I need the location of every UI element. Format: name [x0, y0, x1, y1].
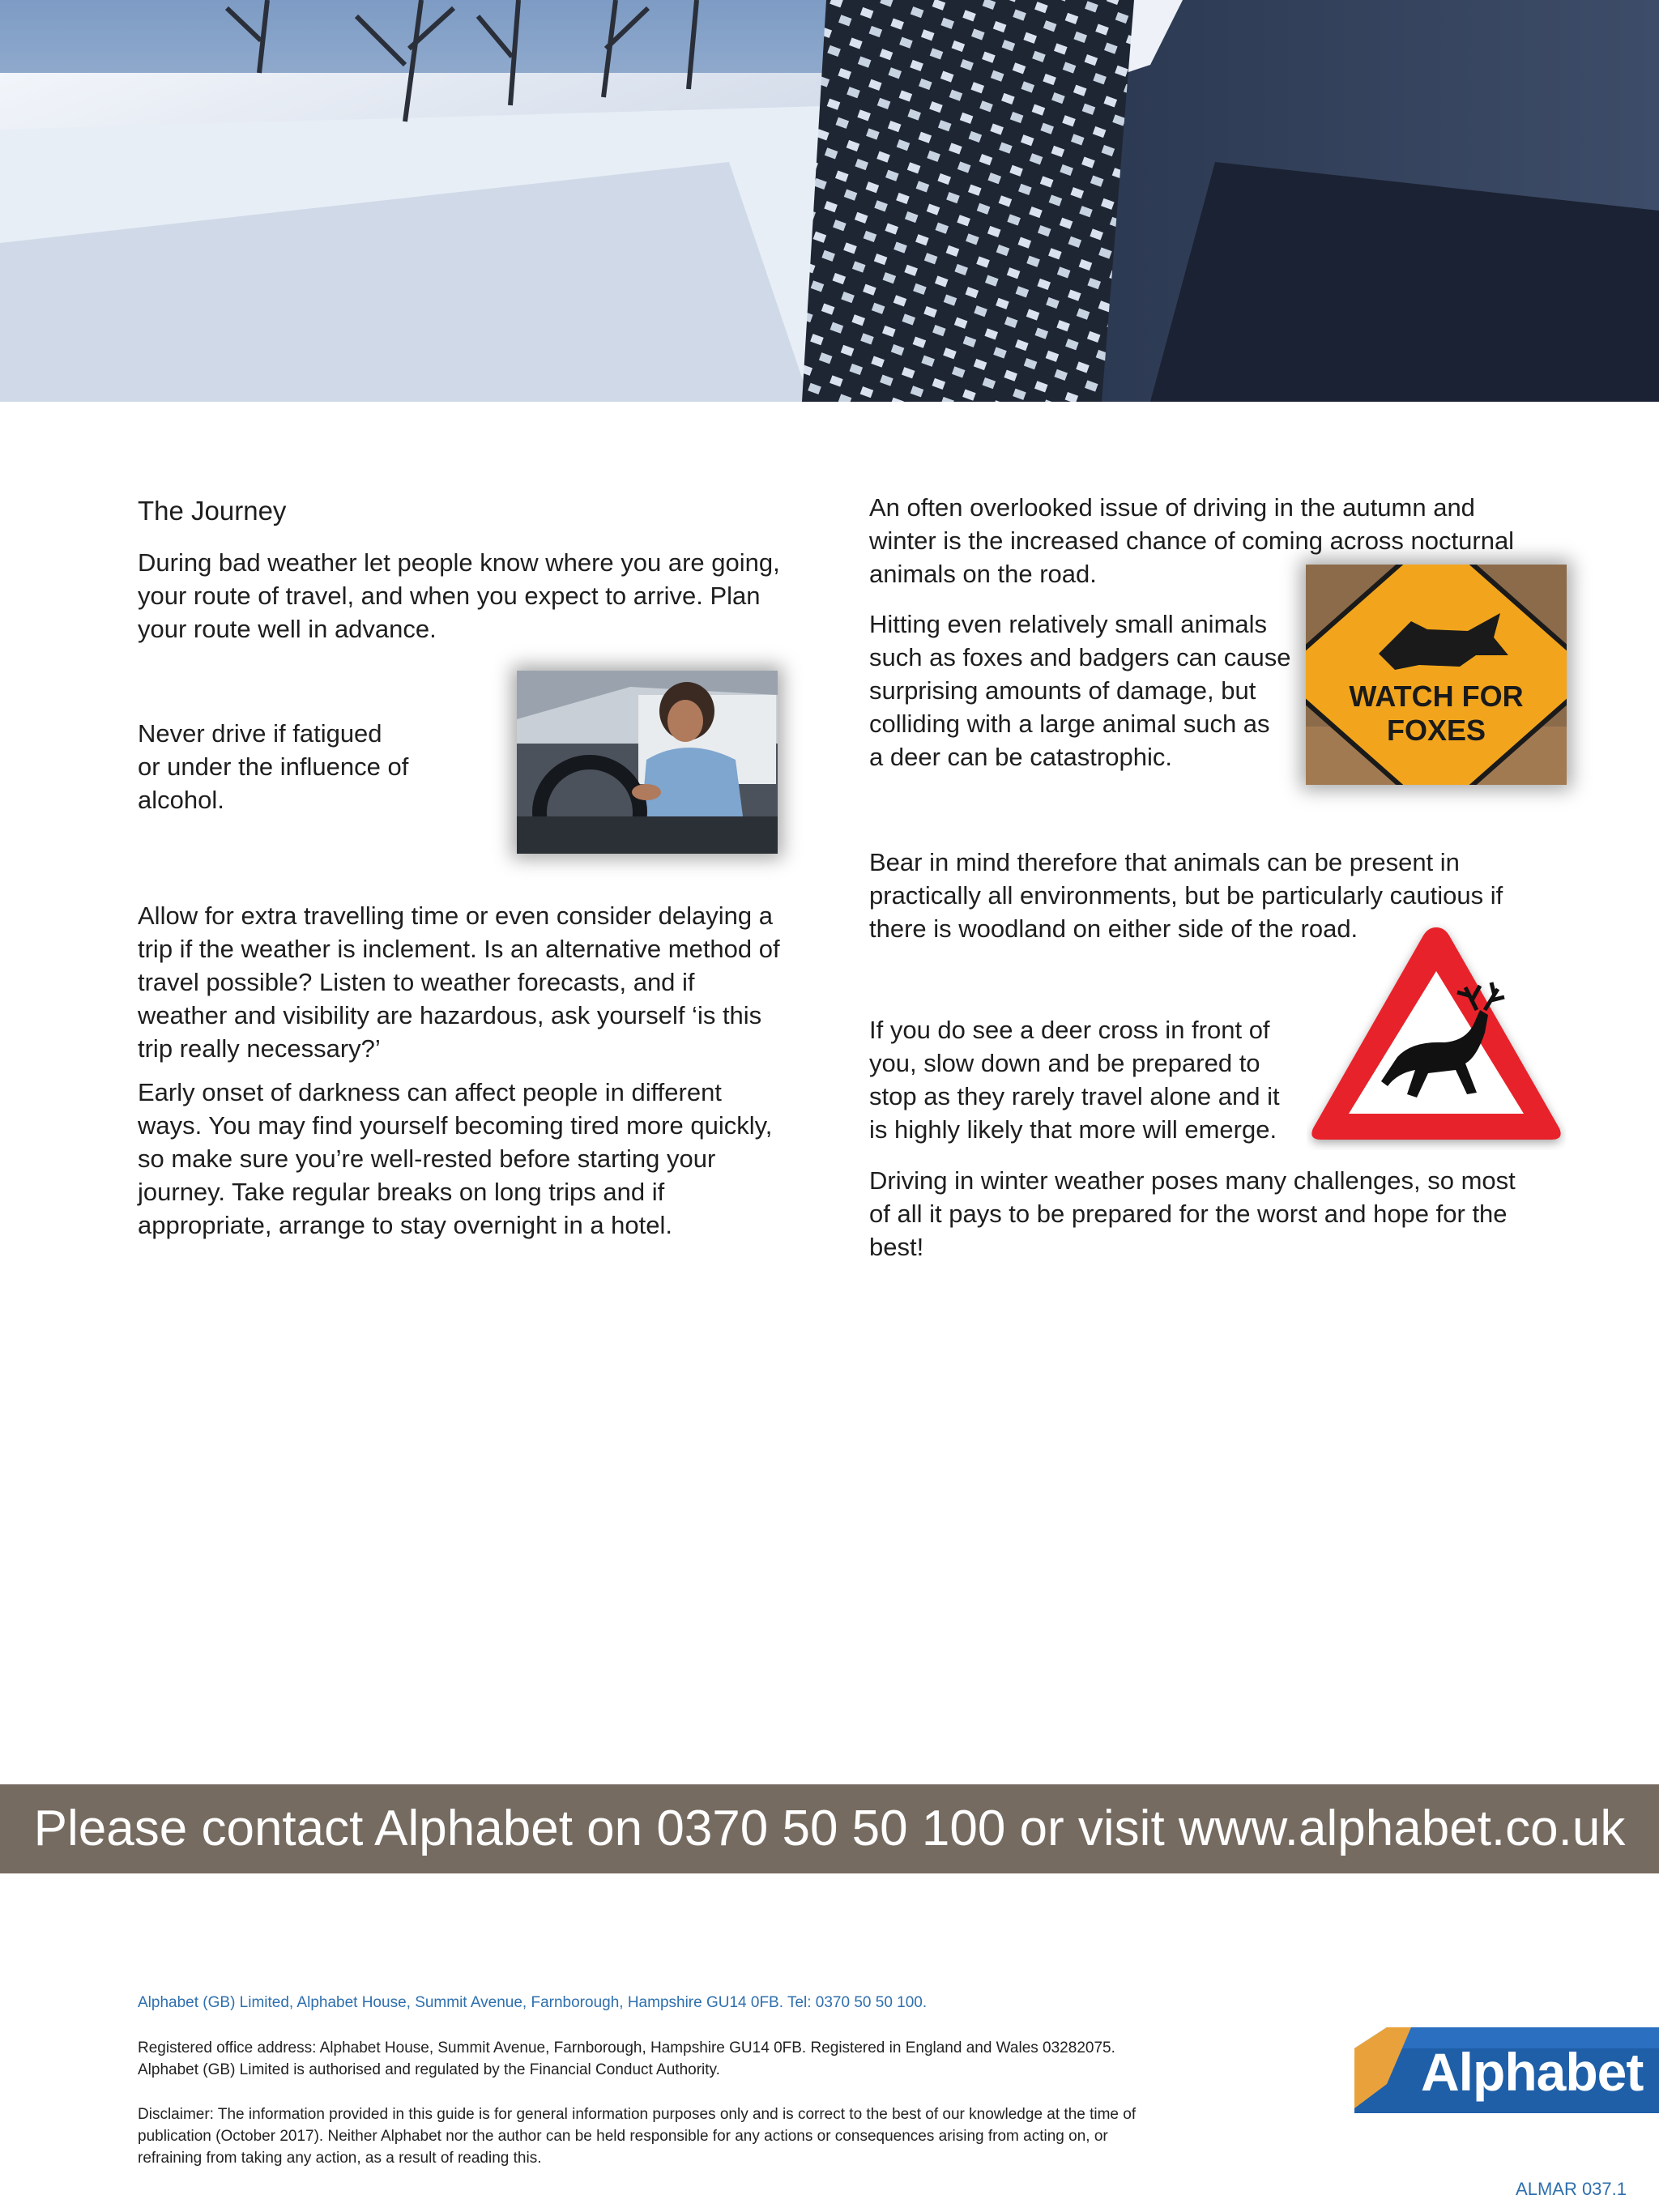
disclaimer-line-1: Disclaimer: The information provided in this guide is for general information purposes only and is correct to the best of our knowledge at the time of — [138, 2106, 1137, 2123]
disclaimer-line-2: publication (October 2017). Neither Alphabet nor the author can be held responsible for any actions or consequences arising from acting on, or — [138, 2128, 1108, 2145]
deer-warning-sign — [1307, 919, 1566, 1150]
alphabet-logo — [1354, 2027, 1659, 2113]
yawning-driver-photo — [517, 671, 778, 854]
fatigue-line-2: or under the influence of — [138, 752, 409, 781]
journey-paragraph-4: Early onset of darkness can affect people in different ways. You may find yourself becoming tired more quickly, so make sure you’re well-rested before starting your journey. Take regular breaks on long trips and if appropriate, arrange to stay overnight in a hotel. — [138, 1078, 773, 1239]
document-reference: ALMAR 037.1 — [1516, 2179, 1627, 2199]
animals-line-1: Hitting even relatively small animals — [869, 610, 1268, 638]
registered-line-2: Alphabet (GB) Limited is authorised and regulated by the Financial Conduct Authority. — [138, 2061, 720, 2078]
fatigue-line-1: Never drive if fatigued — [138, 719, 382, 748]
company-address: Alphabet (GB) Limited, Alphabet House, Summit Avenue, Farnborough, Hampshire GU14 0FB. Tel: 0370 50 50 100. — [138, 1994, 928, 2011]
closing-paragraph: Driving in winter weather poses many challenges, so most of all it pays to be prepared for the worst and hope for the best! — [869, 1166, 1516, 1261]
registered-info — [138, 2037, 1272, 2081]
contact-banner: Please contact Alphabet on 0370 50 50 100 or visit www.alphabet.co.uk — [0, 1784, 1659, 1873]
deer-line-2: you, slow down and be prepared to — [869, 1049, 1260, 1077]
fox-sign-line-1: WATCH FOR — [1349, 680, 1524, 713]
animals-line-2: such as foxes and badgers can cause — [869, 643, 1291, 671]
journey-paragraph-1: During bad weather let people know where you are going, your route of travel, and when you expect to arrive. Plan your route well in advance. — [138, 548, 780, 643]
fox-sign-line-2: FOXES — [1386, 714, 1486, 747]
deer-line-1: If you do see a deer cross in front of — [869, 1016, 1270, 1044]
animals-paragraph-1: An often overlooked issue of driving in the autumn and winter is the increased chance of coming across nocturnal animals on the road. — [869, 493, 1515, 588]
fox-sign-photo — [1306, 565, 1567, 785]
journey-paragraph-3: Allow for extra travelling time or even consider delaying a trip if the weather is inclement. Is an alternative method of travel possible? Listen to weather forecasts, and if weather and visibility are hazardous, ask yourself ‘is this trip really necessary?’ — [138, 901, 780, 1063]
deer-line-4: is highly likely that more will emerge. — [869, 1115, 1277, 1144]
disclaimer-line-3: refraining from taking any action, as a result of reading this. — [138, 2150, 542, 2167]
deer-paragraph — [869, 1013, 1307, 1146]
animals-line-3: surprising amounts of damage, but — [869, 676, 1256, 705]
logo-wordmark: Alphabet — [1421, 2042, 1644, 2102]
animals-paragraph-3: Bear in mind therefore that animals can be present in practically all environments, but be particularly cautious if there is woodland on either side of the road. — [869, 848, 1503, 943]
disclaimer — [138, 2103, 1272, 2169]
animals-line-5: a deer can be catastrophic. — [869, 743, 1172, 771]
deer-line-3: stop as they rarely travel alone and it — [869, 1082, 1280, 1110]
fatigue-paragraph — [138, 717, 462, 816]
registered-line-1: Registered office address: Alphabet House, Summit Avenue, Farnborough, Hampshire GU14 0FB. Registered in England and Wales 03282075. — [138, 2039, 1115, 2056]
animals-paragraph-2 — [869, 607, 1307, 774]
fatigue-line-3: alcohol. — [138, 786, 224, 814]
section-heading: The Journey — [138, 496, 287, 526]
animals-line-4: colliding with a large animal such as — [869, 710, 1270, 738]
hero-image — [0, 0, 1659, 402]
